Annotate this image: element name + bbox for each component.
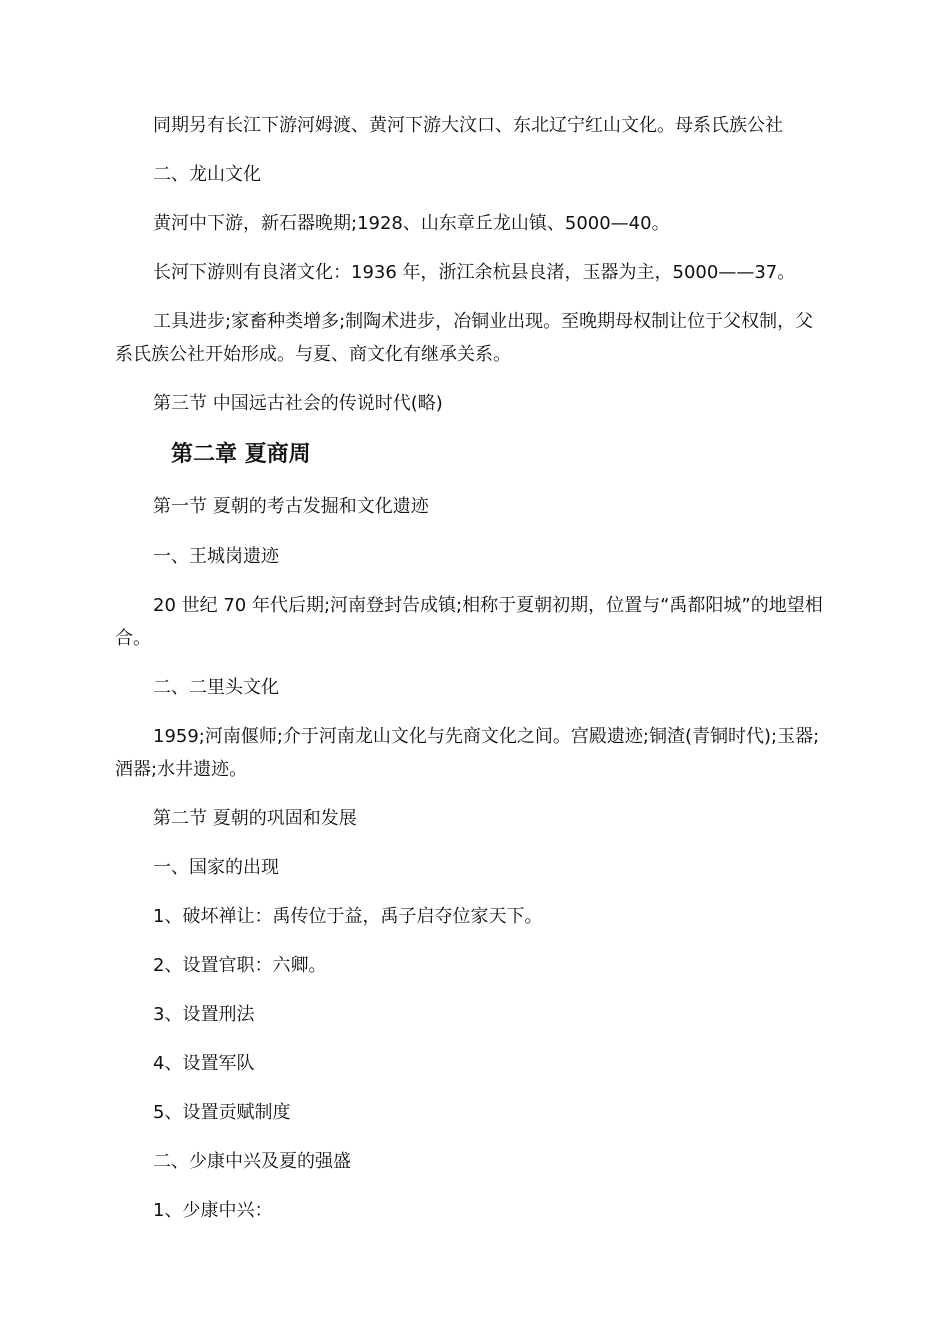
paragraph-wangchenggang-details: 20 世纪 70 年代后期;河南登封告成镇;相称于夏朝初期，位置与“禹都阳城”的地望相合。	[115, 595, 823, 649]
paragraph-longshan-details: 黄河中下游，新石器晚期;1928、山东章丘龙山镇、5000—40。	[153, 213, 670, 234]
heading-longshan-culture: 二、龙山文化	[153, 164, 261, 185]
list-item-tribute-system: 5、设置贡赋制度	[153, 1102, 291, 1123]
heading-shaokang-revival: 二、少康中兴及夏的强盛	[153, 1151, 351, 1172]
heading-wangchenggang: 一、王城岗遗迹	[153, 546, 279, 567]
section-title-xia-consolidation: 第二节 夏朝的巩固和发展	[153, 808, 357, 829]
heading-erlitou-culture: 二、二里头文化	[153, 677, 279, 698]
heading-state-emergence: 一、国家的出现	[153, 857, 279, 878]
section-title-legendary-era: 第三节 中国远古社会的传说时代(略)	[153, 393, 443, 414]
list-item-penal-law: 3、设置刑法	[153, 1004, 255, 1025]
list-item-abdication: 1、破坏禅让：禹传位于益，禹子启夺位家天下。	[153, 906, 543, 927]
list-item-army: 4、设置军队	[153, 1053, 255, 1074]
paragraph-erlitou-details: 1959;河南偃师;介于河南龙山文化与先商文化之间。宫殿遗迹;铜渣(青铜时代);玉器;酒器;水井遗迹。	[115, 726, 820, 780]
list-item-officials: 2、设置官职：六卿。	[153, 955, 327, 976]
chapter-title-xia-shang-zhou: 第二章 夏商周	[171, 442, 311, 467]
paragraph-liangzhu-culture: 长河下游则有良渚文化：1936 年，浙江余杭县良渚，玉器为主，5000——37。	[153, 262, 796, 283]
section-title-xia-archaeology: 第一节 夏朝的考古发掘和文化遗迹	[153, 496, 429, 517]
paragraph-tools-progress: 工具进步;家畜种类增多;制陶术进步，冶铜业出现。至晚期母权制让位于父权制，父系氏族公社开始形成。与夏、商文化有继承关系。	[115, 311, 814, 365]
paragraph-matriarchal-cultures: 同期另有长江下游河姆渡、黄河下游大汶口、东北辽宁红山文化。母系氏族公社	[153, 115, 783, 136]
list-item-shaokang: 1、少康中兴：	[153, 1200, 273, 1221]
